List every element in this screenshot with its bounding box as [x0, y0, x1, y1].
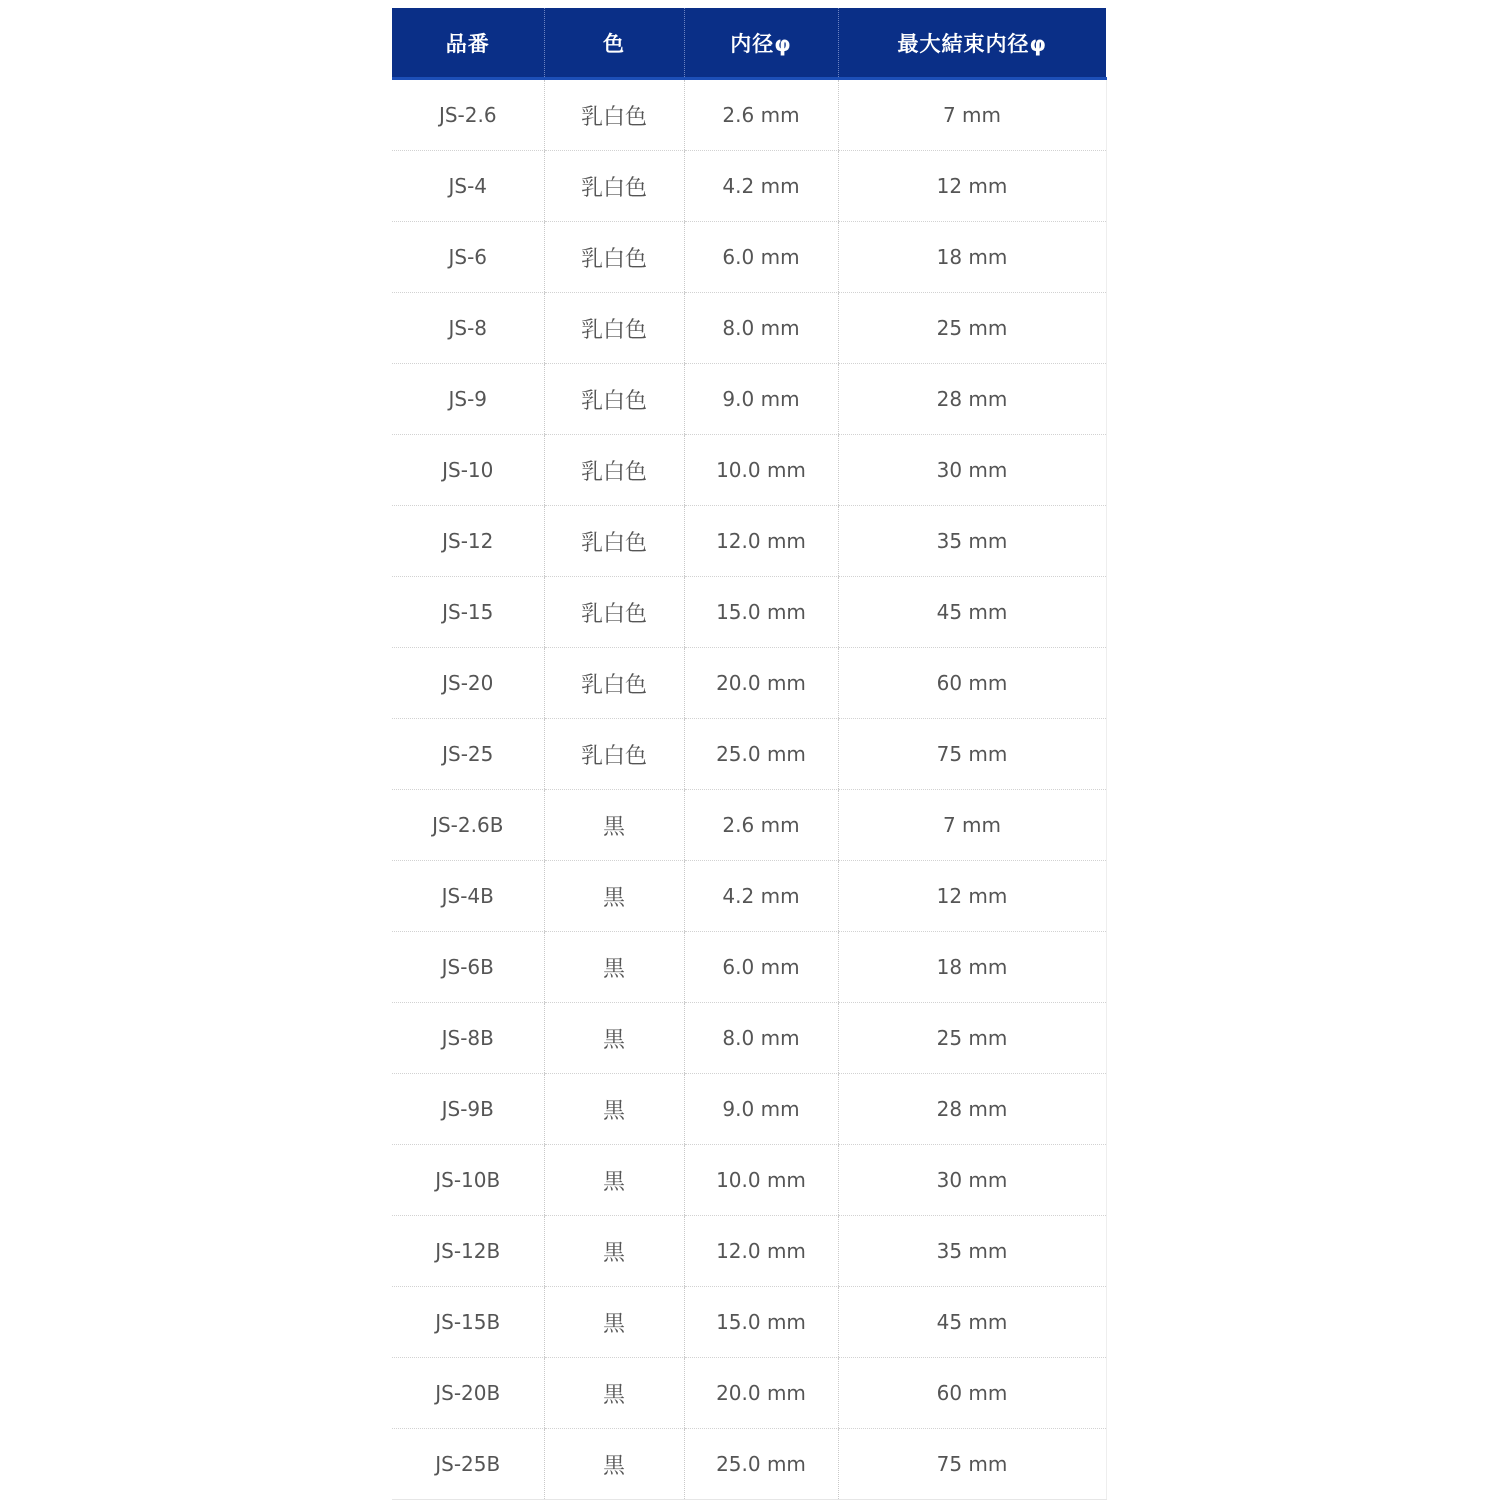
part-number-cell: JS-25B [392, 1429, 544, 1500]
header-max-bundle-diameter: 最大結束内径φ [838, 8, 1106, 79]
part-number-cell: JS-25 [392, 719, 544, 790]
table-row [392, 151, 1106, 222]
part-number-cell: JS-4B [392, 861, 544, 932]
table-body [392, 79, 1106, 1500]
color-cell: 乳白色 [544, 293, 684, 364]
color-cell: 乳白色 [544, 151, 684, 222]
table-row [392, 648, 1106, 719]
part-number-cell: JS-4 [392, 151, 544, 222]
table-row [392, 861, 1106, 932]
inner-diameter-cell: 9.0 mm [684, 364, 838, 435]
inner-diameter-cell: 10.0 mm [684, 1145, 838, 1216]
color-cell: 黒 [544, 1429, 684, 1500]
part-number-cell: JS-2.6B [392, 790, 544, 861]
max-bundle-diameter-cell: 75 mm [838, 719, 1106, 790]
max-bundle-diameter-cell: 12 mm [838, 151, 1106, 222]
part-number-cell: JS-9 [392, 364, 544, 435]
table-row [392, 1358, 1106, 1429]
inner-diameter-cell: 25.0 mm [684, 719, 838, 790]
part-number-cell: JS-6B [392, 932, 544, 1003]
inner-diameter-cell: 12.0 mm [684, 1216, 838, 1287]
part-number-cell: JS-8 [392, 293, 544, 364]
header-part-number: 品番 [392, 8, 544, 79]
part-number-cell: JS-2.6 [392, 79, 544, 151]
table-row [392, 364, 1106, 435]
header-inner-diameter: 内径φ [684, 8, 838, 79]
table-row [392, 1216, 1106, 1287]
part-number-cell: JS-15B [392, 1287, 544, 1358]
part-number-cell: JS-8B [392, 1003, 544, 1074]
color-cell: 黒 [544, 1145, 684, 1216]
color-cell: 黒 [544, 861, 684, 932]
color-cell: 黒 [544, 1074, 684, 1145]
max-bundle-diameter-cell: 30 mm [838, 1145, 1106, 1216]
color-cell: 黒 [544, 1287, 684, 1358]
max-bundle-diameter-cell: 28 mm [838, 364, 1106, 435]
part-number-cell: JS-12 [392, 506, 544, 577]
max-bundle-diameter-cell: 28 mm [838, 1074, 1106, 1145]
color-cell: 黒 [544, 1003, 684, 1074]
table-row [392, 719, 1106, 790]
max-bundle-diameter-cell: 35 mm [838, 1216, 1106, 1287]
part-number-cell: JS-6 [392, 222, 544, 293]
color-cell: 乳白色 [544, 648, 684, 719]
color-cell: 黒 [544, 1358, 684, 1429]
color-cell: 乳白色 [544, 364, 684, 435]
max-bundle-diameter-cell: 30 mm [838, 435, 1106, 506]
max-bundle-diameter-cell: 7 mm [838, 79, 1106, 151]
part-number-cell: JS-15 [392, 577, 544, 648]
table-row [392, 1287, 1106, 1358]
table-row [392, 435, 1106, 506]
part-number-cell: JS-9B [392, 1074, 544, 1145]
inner-diameter-cell: 12.0 mm [684, 506, 838, 577]
max-bundle-diameter-cell: 45 mm [838, 577, 1106, 648]
spec-table [392, 8, 1107, 1500]
color-cell: 乳白色 [544, 435, 684, 506]
part-number-cell: JS-12B [392, 1216, 544, 1287]
table-row [392, 932, 1106, 1003]
max-bundle-diameter-cell: 25 mm [838, 293, 1106, 364]
part-number-cell: JS-20B [392, 1358, 544, 1429]
inner-diameter-cell: 20.0 mm [684, 1358, 838, 1429]
inner-diameter-cell: 6.0 mm [684, 932, 838, 1003]
inner-diameter-cell: 15.0 mm [684, 577, 838, 648]
color-cell: 乳白色 [544, 222, 684, 293]
table-row [392, 577, 1106, 648]
inner-diameter-cell: 10.0 mm [684, 435, 838, 506]
part-number-cell: JS-10 [392, 435, 544, 506]
color-cell: 乳白色 [544, 719, 684, 790]
table-row [392, 79, 1106, 151]
inner-diameter-cell: 25.0 mm [684, 1429, 838, 1500]
inner-diameter-cell: 4.2 mm [684, 861, 838, 932]
header-color: 色 [544, 8, 684, 79]
table-row [392, 1429, 1106, 1500]
inner-diameter-cell: 2.6 mm [684, 79, 838, 151]
table-row [392, 1145, 1106, 1216]
max-bundle-diameter-cell: 60 mm [838, 1358, 1106, 1429]
inner-diameter-cell: 8.0 mm [684, 293, 838, 364]
max-bundle-diameter-cell: 25 mm [838, 1003, 1106, 1074]
table-row [392, 1003, 1106, 1074]
inner-diameter-cell: 4.2 mm [684, 151, 838, 222]
inner-diameter-cell: 9.0 mm [684, 1074, 838, 1145]
table-row [392, 1074, 1106, 1145]
inner-diameter-cell: 2.6 mm [684, 790, 838, 861]
table-row [392, 293, 1106, 364]
max-bundle-diameter-cell: 12 mm [838, 861, 1106, 932]
color-cell: 乳白色 [544, 79, 684, 151]
max-bundle-diameter-cell: 60 mm [838, 648, 1106, 719]
table-row [392, 790, 1106, 861]
color-cell: 乳白色 [544, 577, 684, 648]
inner-diameter-cell: 6.0 mm [684, 222, 838, 293]
color-cell: 黒 [544, 1216, 684, 1287]
header-row [392, 8, 1106, 79]
max-bundle-diameter-cell: 35 mm [838, 506, 1106, 577]
color-cell: 黒 [544, 932, 684, 1003]
max-bundle-diameter-cell: 45 mm [838, 1287, 1106, 1358]
inner-diameter-cell: 15.0 mm [684, 1287, 838, 1358]
color-cell: 乳白色 [544, 506, 684, 577]
inner-diameter-cell: 20.0 mm [684, 648, 838, 719]
max-bundle-diameter-cell: 7 mm [838, 790, 1106, 861]
table-header [392, 8, 1106, 79]
max-bundle-diameter-cell: 18 mm [838, 222, 1106, 293]
table-row [392, 222, 1106, 293]
inner-diameter-cell: 8.0 mm [684, 1003, 838, 1074]
table-row [392, 506, 1106, 577]
part-number-cell: JS-10B [392, 1145, 544, 1216]
max-bundle-diameter-cell: 18 mm [838, 932, 1106, 1003]
max-bundle-diameter-cell: 75 mm [838, 1429, 1106, 1500]
part-number-cell: JS-20 [392, 648, 544, 719]
color-cell: 黒 [544, 790, 684, 861]
